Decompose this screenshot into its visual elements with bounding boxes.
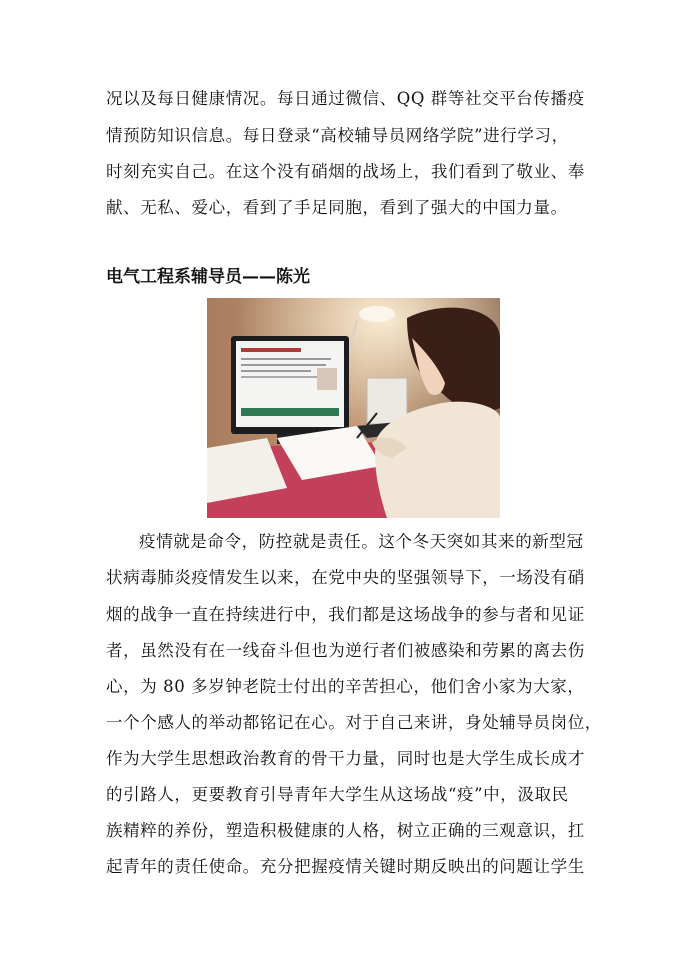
paragraph-line: 心，为 80 多岁钟老院士付出的辛苦担心，他们舍小家为大家， [106, 677, 585, 696]
paragraph-line: 族精粹的养份，塑造积极健康的人格，树立正确的三观意识，扛 [106, 821, 585, 840]
paragraph-line: 情预防知识信息。每日登录“高校辅导员网络学院”进行学习， [106, 126, 569, 145]
paragraph-line: 疫情就是命令，防控就是责任。这个冬天突如其来的新型冠 [139, 532, 584, 551]
paragraph-line: 状病毒肺炎疫情发生以来，在党中央的坚强领导下，一场没有硝 [106, 568, 585, 587]
paragraph-line: 烟的战争一直在持续进行中，我们都是这场战争的参与者和见证 [106, 605, 585, 624]
paragraph-line: 的引路人，更要教育引导青年大学生从这场战“疫”中，汲取民 [106, 785, 569, 804]
lamp-icon [359, 306, 395, 322]
photo-illustration [207, 298, 500, 518]
paragraph-line: 一个个感人的举动都铭记在心。对于自己来讲，身处辅导员岗位， [106, 713, 602, 732]
paragraph-line: 作为大学生思想政治教育的骨干力量，同时也是大学生成长成才 [106, 749, 585, 768]
paragraph-line: 献、无私、爱心，看到了手足同胞，看到了强大的中国力量。 [106, 198, 568, 217]
paragraph-line: 者，虽然没有在一线奋斗但也为逆行者们被感染和劳累的离去伤 [106, 641, 585, 660]
paragraph-line: 时刻充实自己。在这个没有硝烟的战场上，我们看到了敬业、奉 [106, 162, 585, 181]
paragraph-line: 况以及每日健康情况。每日通过微信、QQ 群等社交平台传播疫 [106, 89, 585, 108]
section-heading: 电气工程系辅导员——陈光 [106, 267, 310, 287]
photo-woman-at-computer [207, 298, 500, 518]
paragraph-line: 起青年的责任使命。充分把握疫情关键时期反映出的问题让学生 [106, 857, 585, 876]
